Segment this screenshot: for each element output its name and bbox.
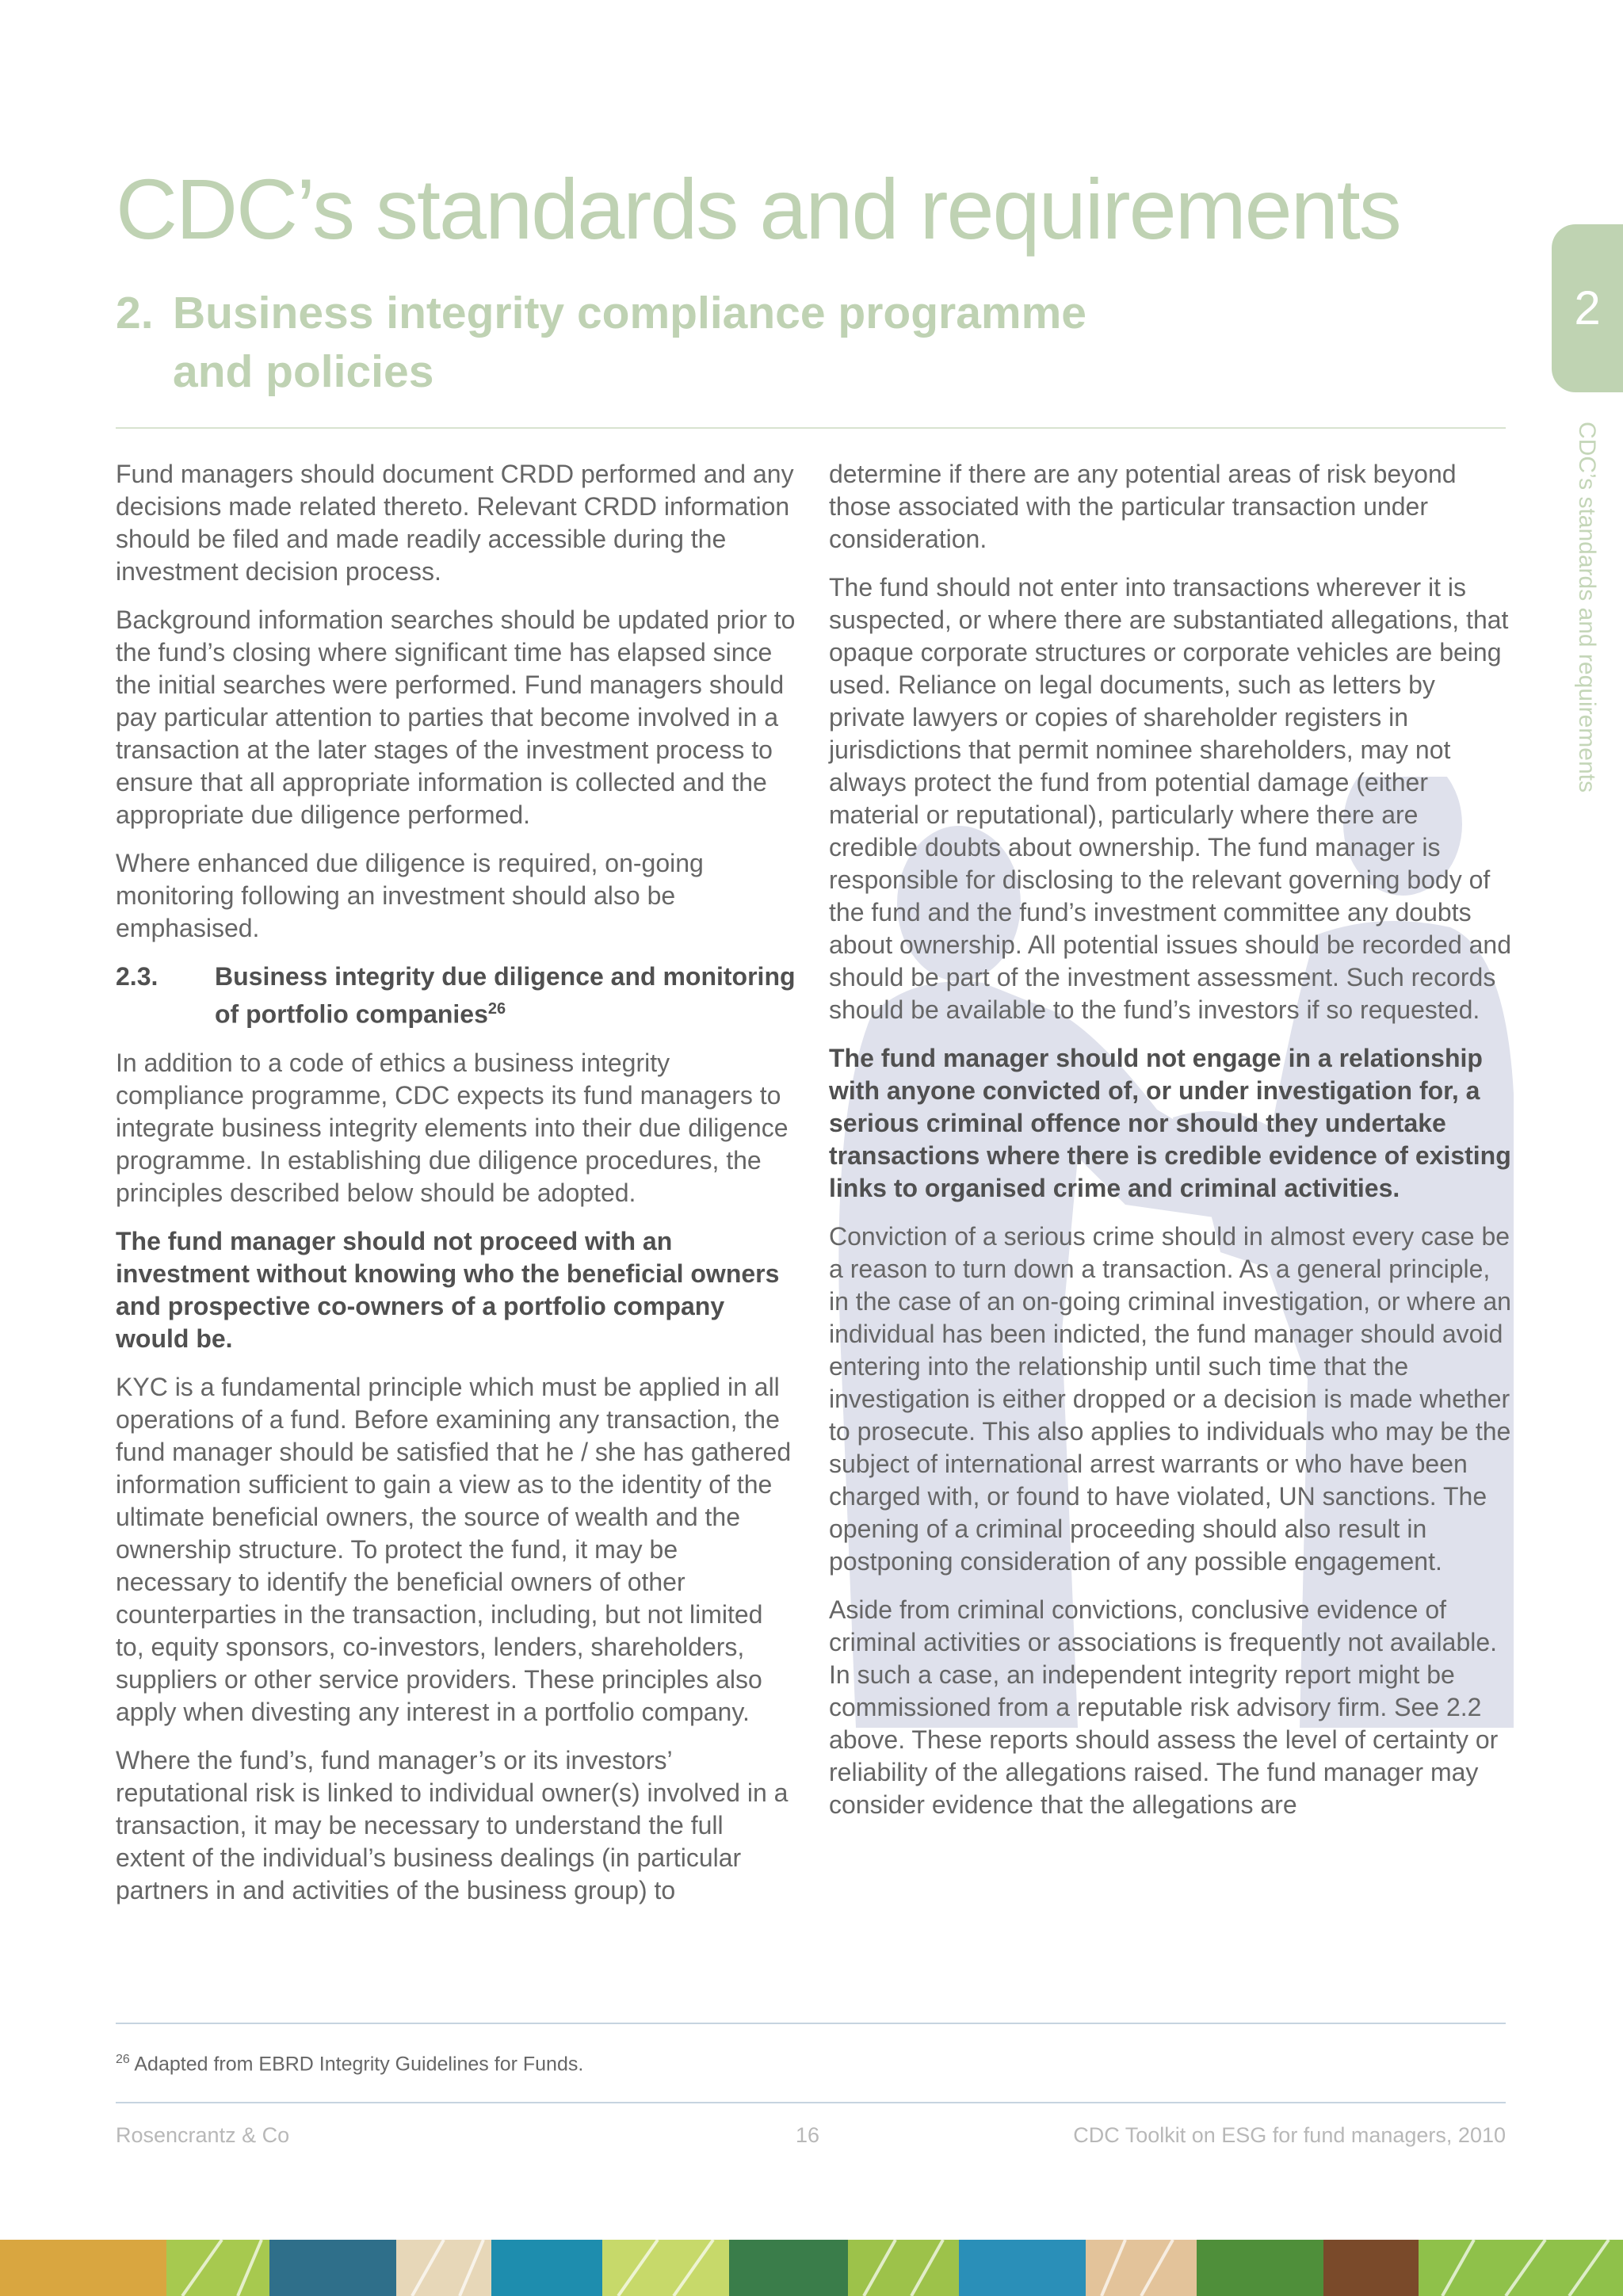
left-column: [116, 458, 797, 1923]
paragraph: The fund should not enter into transactions wherever it is suspected, or where there are substantiated allegations, that opaque corporate structures or corporate vehicles are being used. Reliance on legal documents, such as letters by private lawyers or copies of shareholder registers in jurisdictions that permit nominee shareholders, may not always protect the fund from potential damage (either material or reputational), particularly where there are credible doubts about ownership. The fund manager is responsible for disclosing to the relevant governing body of the fund and the fund’s investment committee any doubts about ownership. All potential issues should be recorded and should be part of the investment assessment. Such records should be available to the fund’s investors if so requested.: [829, 573, 1512, 1024]
section-heading: [116, 284, 1304, 401]
footnote: [116, 2053, 583, 2076]
principle-statement: The fund manager should not engage in a relationship with anyone convicted of, or under investigation for, a serious criminal offence nor should they undertake transactions where there is credible evidence of existing links to organised crime and criminal activities.: [829, 1044, 1511, 1202]
footer-divider: [116, 2102, 1506, 2103]
header-divider: [116, 427, 1506, 429]
footnote-divider: [116, 2023, 1506, 2024]
paragraph: determine if there are any potential areas of risk beyond those associated with the particular transaction under consideration.: [829, 460, 1457, 553]
subsection-heading: [116, 961, 797, 1031]
section-number: 2.: [116, 288, 154, 338]
chapter-side-label: CDC’s standards and requirements: [1574, 422, 1600, 793]
paragraph: In addition to a code of ethics a business integrity compliance programme, CDC expects its fund managers to integrate business integrity elements into their due diligence programme. In establishing due diligence procedures, the principles described below should be adopted.: [116, 1048, 789, 1207]
paragraph: Where enhanced due diligence is required, on-going monitoring following an investment should also be emphasised.: [116, 849, 704, 942]
subsection-number: 2.3.: [116, 962, 158, 991]
paragraph: Aside from criminal convictions, conclusive evidence of criminal activities or associations is frequently not available. In such a case, an independent integrity report might be commissioned from a reputable risk advisory firm. See 2.2 above. These reports should assess the level of certainty or reliability of the allegations raised. The fund manager may consider evidence that the allegations are: [829, 1595, 1499, 1819]
paragraph: Background information searches should be updated prior to the fund’s closing where significant time has elapsed since the initial searches were performed. Fund managers should pay particular attention to parties that become involved in a transaction at the later stages of the investment process to ensure that all appropriate information is collected and the appropriate due diligence performed.: [116, 606, 796, 829]
footnote-number: 26: [116, 2053, 130, 2066]
footer-publication: CDC Toolkit on ESG for fund managers, 2010: [1073, 2123, 1506, 2147]
paragraph: Where the fund’s, fund manager’s or its investors’ reputational risk is linked to individual owner(s) involved in a transaction, it may be necessary to understand the full extent of the individual’s business dealings (in particular partners in and activities of the business group) to: [116, 1745, 789, 1904]
paragraph: Fund managers should document CRDD performed and any decisions made related thereto. Relevant CRDD information should be filed and made readily accessible during the investment decision process.: [116, 460, 794, 586]
page-title: CDC’s standards and requirements: [116, 161, 1400, 257]
chapter-tab: 2: [1552, 224, 1623, 392]
principle-statement: The fund manager should not proceed with an investment without knowing who the beneficial owners and prospective co-owners of a portfolio company would be.: [116, 1226, 780, 1353]
footnote-reference[interactable]: 26: [487, 1000, 506, 1018]
section-title-line2: and policies: [173, 346, 434, 397]
section-title-line1: Business integrity compliance programme: [173, 288, 1086, 338]
paragraph: Conviction of a serious crime should in almost every case be a reason to turn down a transaction. As a general principle, in the case of an on-going criminal investigation, or where an individual has been indicted, the fund manager should avoid entering into the relationship until such time that the investigation is either dropped or a decision is made whether to prosecute. This also applies to individuals who may be the subject of international arrest warrants or who have been charged with, or found to have violated, UN sanctions. The opening of a criminal proceeding should also result in postponing consideration of any possible engagement.: [829, 1222, 1511, 1576]
footnote-text: Adapted from EBRD Integrity Guidelines for Funds.: [129, 2053, 584, 2076]
page-number: 16: [796, 2123, 820, 2147]
paragraph: KYC is a fundamental principle which must be applied in all operations of a fund. Before examining any transaction, the fund manager should be satisfied that he / she has gathered information sufficient to gain a view as to the identity of the ultimate beneficial owners, the source of wealth and the ownership structure. To protect the fund, it may be necessary to identify the beneficial owners of other counterparties in the transaction, including, but not limited to, equity sponsors, co-investors, lenders, shareholders, suppliers or other service providers. These principles also apply when divesting any interest in a portfolio company.: [116, 1372, 792, 1726]
right-column: [829, 458, 1514, 1837]
footer-author: Rosencrantz & Co: [116, 2123, 290, 2147]
decorative-leaf-banner-image: [0, 2240, 1623, 2296]
subsection-title: Business integrity due diligence and monitoring of portfolio companies$^{26}$: [215, 962, 796, 1029]
